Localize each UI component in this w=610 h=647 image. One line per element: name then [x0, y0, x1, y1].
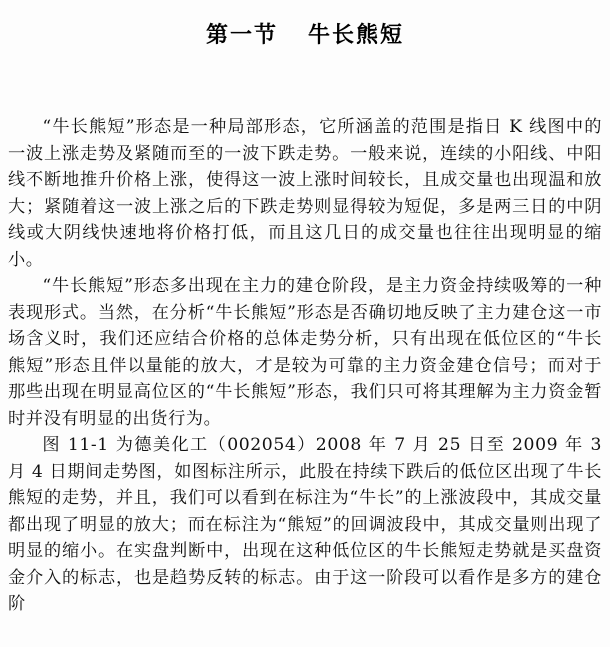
paragraph-meaning: “牛长熊短”形态多出现在主力的建仓阶段，是主力资金持续吸筹的一种表现形式。当然，在分析“牛长熊短”形态是否确切地反映了主力建仓这一市场含义时，我们还应结合价格的总体走势分析，只有出现在低位区的“牛长熊短”形态且伴以量能的放大，才是较为可靠的主力资金建仓信号；而对于那些出现在明显高位区的“牛长熊短”形态，我们只可将其理解为主力资金暂时并没有明显的出货行为。 — [8, 276, 602, 429]
paragraph-example: 图 11-1 为德美化工（002054）2008 年 7 月 25 日至 2009 年 3 月 4 日期间走势图，如图标注所示，此股在持续下跌后的低位区出现了牛长熊短的走势，并且，我们可以看到在标注为“牛长”的上涨波段中，其成交量都出现了明显的放大；而在标注为“熊短”的回调波段中，其成交量则出现了明显的缩小。在实盘判断中，出现在这种低位区的牛长熊短走势就是买盘资金介入的标志，也是趋势反转的标志。由于这一阶段可以看作是多方的建仓阶 — [8, 435, 602, 614]
section-heading — [0, 18, 610, 49]
body-text — [8, 114, 602, 618]
section-number: 第一节 — [205, 23, 278, 48]
paragraph-definition: “牛长熊短”形态是一种局部形态，它所涵盖的范围是指日 K 线图中的一波上涨走势及紧随而至的一波下跌走势。一般来说，连续的小阳线、中阳线不断地推升价格上涨，使得这一波上涨时间较长，且成交量也出现温和放大；紧随着这一波上涨之后的下跌走势则显得较为短促，多是两三日的中阴线或大阴线快速地将价格打低，而且这几日的成交量也往往出现明显的缩小。 — [8, 117, 602, 270]
section-title: 牛长熊短 — [308, 23, 405, 48]
